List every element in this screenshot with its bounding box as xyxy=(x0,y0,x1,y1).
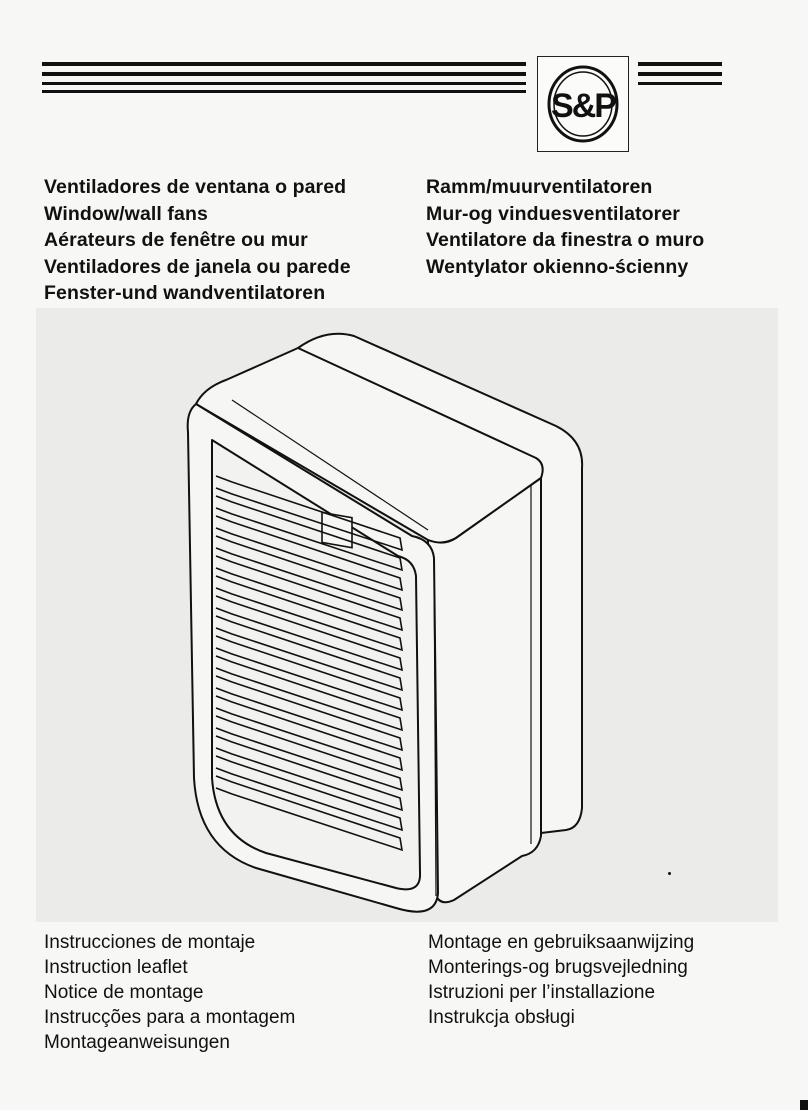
scan-mark xyxy=(668,872,671,875)
title-de: Fenster-und wandventilatoren xyxy=(44,282,326,304)
subtitle-pt: Instrucções para a montagem xyxy=(44,1007,296,1028)
logo-text: S&P xyxy=(551,87,615,125)
title-nl: Ramm/muurventilatoren xyxy=(426,176,653,198)
subtitle-de: Montageanweisungen xyxy=(44,1032,230,1053)
product-illustration xyxy=(36,308,778,922)
subtitle-da: Monterings-og brugsvejledning xyxy=(428,957,688,978)
title-list-left xyxy=(44,174,351,307)
title-pl: Wentylator okienno-ścienny xyxy=(426,255,689,278)
title-list-right xyxy=(426,174,704,280)
title-fr: Aérateurs de fenêtre ou mur xyxy=(44,229,308,251)
subtitle-list-left xyxy=(44,930,295,1055)
scan-mark-corner xyxy=(800,1100,808,1110)
fan-drawing xyxy=(36,308,778,922)
subtitle-list-right xyxy=(428,930,694,1030)
title-es: Ventiladores de ventana o pared xyxy=(44,176,347,198)
brand-logo xyxy=(537,56,629,152)
title-it: Ventilatore da finestra o muro xyxy=(426,229,705,251)
subtitle-en: Instruction leaflet xyxy=(44,957,188,978)
subtitle-it: Istruzioni per l’installazione xyxy=(428,982,656,1003)
subtitle-nl: Montage en gebruiksaanwijzing xyxy=(428,932,695,953)
title-pt: Ventiladores de janela ou parede xyxy=(44,255,351,278)
title-da: Mur-og vinduesventilatorer xyxy=(426,202,680,225)
subtitle-fr: Notice de montage xyxy=(44,982,204,1003)
subtitle-es: Instrucciones de montaje xyxy=(44,932,256,953)
subtitle-pl: Instrukcja obsługi xyxy=(428,1007,575,1028)
title-en: Window/wall fans xyxy=(44,202,208,225)
